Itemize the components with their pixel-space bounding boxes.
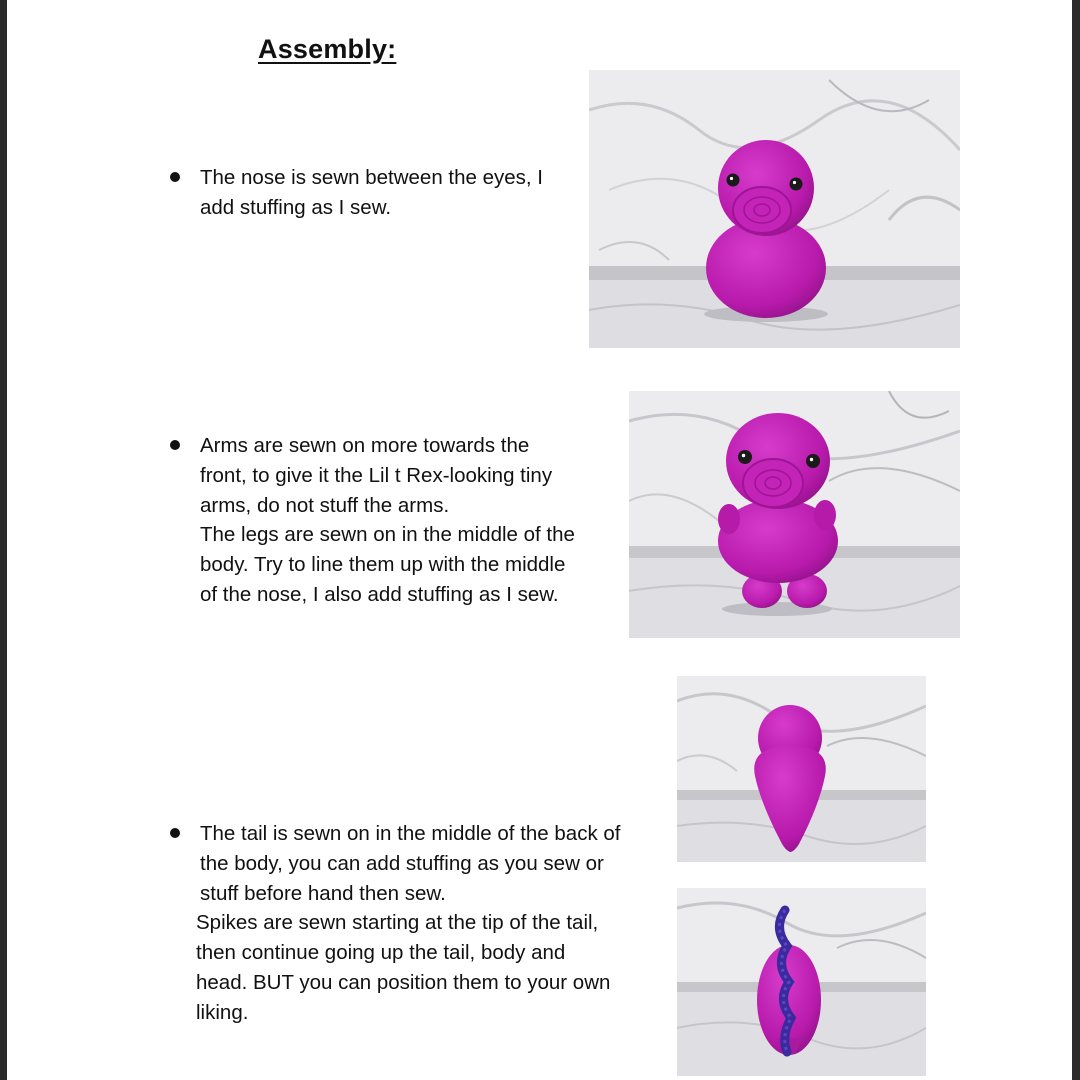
- step-2-line: of the nose, I also add stuffing as I sew.: [200, 582, 559, 606]
- step-2-line: The legs are sewn on in the middle of the: [200, 523, 575, 547]
- step-3-line: The tail is sewn on in the middle of the back of: [200, 822, 621, 845]
- step-1-line: The nose is sewn between the eyes, I: [200, 166, 544, 189]
- page-left-edge: [0, 0, 7, 1080]
- bullet-step-3: [170, 828, 180, 838]
- crochet-dino-head-body-photo: [589, 70, 960, 348]
- step-3-line: head. BUT you can position them to your own: [196, 970, 611, 994]
- crochet-dino-arms-legs-photo: [629, 391, 960, 638]
- step-3-text: [196, 819, 620, 1028]
- step-2-line: front, to give it the Lil t Rex-looking tiny: [200, 463, 553, 487]
- page-right-edge: [1072, 0, 1080, 1080]
- step-2-text: [200, 431, 575, 610]
- step-2-line: body. Try to line them up with the middle: [200, 553, 566, 577]
- step-3-line: liking.: [196, 1000, 249, 1024]
- step-3-line: stuff before hand then sew.: [200, 881, 446, 905]
- bullet-step-2: [170, 440, 180, 450]
- step-3-line: then continue going up the tail, body and: [196, 941, 566, 965]
- step-3-line: the body, you can add stuffing as you sew or: [200, 851, 604, 875]
- step-3-line: Spikes are sewn starting at the tip of the tail,: [196, 911, 599, 935]
- crochet-dino-tail-back-photo: [677, 676, 926, 862]
- page-title: Assembly:: [258, 34, 397, 64]
- step-1-text: [200, 163, 543, 223]
- step-2-line: Arms are sewn on more towards the: [200, 434, 530, 457]
- crochet-dino-spikes-back-photo: [677, 888, 926, 1076]
- step-1-line: add stuffing as I sew.: [200, 195, 392, 219]
- bullet-step-1: [170, 172, 180, 182]
- step-2-line: arms, do not stuff the arms.: [200, 493, 450, 517]
